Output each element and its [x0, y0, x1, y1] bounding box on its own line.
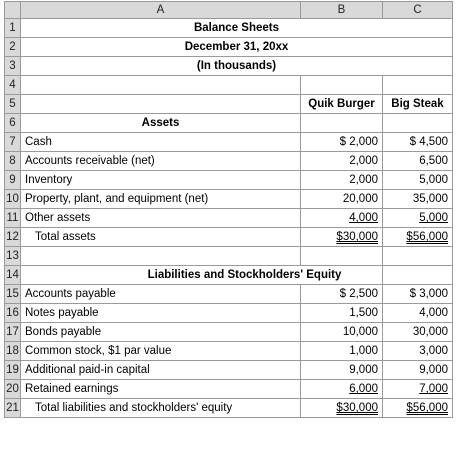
cell[interactable] [21, 76, 301, 95]
big-steak-value[interactable]: 5,000 [383, 171, 453, 190]
quik-burger-value-cell[interactable] [301, 380, 383, 399]
quik-burger-value[interactable]: $ 2,000 [301, 133, 383, 152]
table-row [5, 304, 453, 323]
sheet-row [5, 57, 453, 76]
sheet-row [5, 114, 453, 133]
table-row [5, 380, 453, 399]
row-header[interactable]: 14 [5, 266, 21, 285]
quik-burger-value[interactable]: 1,000 [301, 342, 383, 361]
row-label[interactable]: Additional paid-in capital [21, 361, 301, 380]
big-steak-value: 7,000 [419, 383, 448, 395]
table-row [5, 171, 453, 190]
cell[interactable] [301, 76, 383, 95]
company-header-big-steak[interactable]: Big Steak [383, 95, 453, 114]
cell[interactable] [383, 114, 453, 133]
table-row [5, 152, 453, 171]
liabilities-header[interactable]: Liabilities and Stockholders' Equity [21, 266, 383, 285]
row-header[interactable]: 12 [5, 228, 21, 247]
column-header-c[interactable]: C [383, 2, 453, 19]
sheet-row [5, 38, 453, 57]
quik-burger-total-liabilities: $30,000 [336, 402, 378, 414]
table-row [5, 342, 453, 361]
big-steak-total-liabilities: $56,000 [406, 402, 448, 414]
total-assets-label[interactable]: Total assets [21, 228, 301, 247]
quik-burger-value[interactable]: $ 2,500 [301, 285, 383, 304]
cell[interactable] [383, 247, 453, 266]
company-header-quik-burger[interactable]: Quik Burger [301, 95, 383, 114]
big-steak-value-cell[interactable] [383, 209, 453, 228]
row-label[interactable]: Bonds payable [21, 323, 301, 342]
quik-burger-value: 6,000 [349, 383, 378, 395]
assets-header[interactable]: Assets [21, 114, 301, 133]
row-header[interactable]: 15 [5, 285, 21, 304]
row-header[interactable]: 3 [5, 57, 21, 76]
row-header[interactable]: 4 [5, 76, 21, 95]
column-header-row [5, 2, 453, 19]
sheet-row [5, 19, 453, 38]
row-header[interactable]: 7 [5, 133, 21, 152]
row-header[interactable]: 17 [5, 323, 21, 342]
quik-burger-value[interactable]: 20,000 [301, 190, 383, 209]
row-header[interactable]: 5 [5, 95, 21, 114]
table-row [5, 361, 453, 380]
select-all-corner[interactable] [5, 2, 21, 19]
row-label[interactable]: Cash [21, 133, 301, 152]
column-header-b[interactable]: B [301, 2, 383, 19]
row-header[interactable]: 9 [5, 171, 21, 190]
cell[interactable] [301, 247, 383, 266]
big-steak-total-cell[interactable] [383, 399, 453, 418]
quik-burger-total-assets: $30,000 [336, 231, 378, 243]
quik-burger-value[interactable]: 2,000 [301, 171, 383, 190]
row-label[interactable]: Property, plant, and equipment (net) [21, 190, 301, 209]
column-header-a[interactable]: A [21, 2, 301, 19]
big-steak-total-assets: $56,000 [406, 231, 448, 243]
sheet-units[interactable]: (In thousands) [21, 57, 453, 76]
big-steak-value[interactable]: 9,000 [383, 361, 453, 380]
big-steak-value[interactable]: 35,000 [383, 190, 453, 209]
big-steak-value[interactable]: 6,500 [383, 152, 453, 171]
row-header[interactable]: 2 [5, 38, 21, 57]
cell[interactable] [21, 247, 301, 266]
row-label[interactable]: Retained earnings [21, 380, 301, 399]
row-label[interactable]: Other assets [21, 209, 301, 228]
row-label[interactable]: Common stock, $1 par value [21, 342, 301, 361]
row-label[interactable]: Notes payable [21, 304, 301, 323]
row-label[interactable]: Accounts receivable (net) [21, 152, 301, 171]
sheet-row [5, 247, 453, 266]
sheet-row [5, 266, 453, 285]
quik-burger-total-cell[interactable] [301, 399, 383, 418]
row-header[interactable]: 13 [5, 247, 21, 266]
big-steak-value: 5,000 [419, 212, 448, 224]
quik-burger-value[interactable]: 1,500 [301, 304, 383, 323]
row-header[interactable]: 21 [5, 399, 21, 418]
cell[interactable] [383, 266, 453, 285]
row-header[interactable]: 19 [5, 361, 21, 380]
sheet-row [5, 76, 453, 95]
cell[interactable] [21, 95, 301, 114]
table-row [5, 399, 453, 418]
table-row [5, 209, 453, 228]
big-steak-value[interactable]: $ 3,000 [383, 285, 453, 304]
quik-burger-value[interactable]: 9,000 [301, 361, 383, 380]
row-label[interactable]: Accounts payable [21, 285, 301, 304]
big-steak-value-cell[interactable] [383, 380, 453, 399]
row-header[interactable]: 10 [5, 190, 21, 209]
row-header[interactable]: 8 [5, 152, 21, 171]
total-liabilities-label[interactable]: Total liabilities and stockholders' equity [21, 399, 301, 418]
row-header[interactable]: 11 [5, 209, 21, 228]
table-row [5, 323, 453, 342]
quik-burger-value[interactable]: 10,000 [301, 323, 383, 342]
row-label[interactable]: Inventory [21, 171, 301, 190]
cell[interactable] [301, 114, 383, 133]
sheet-date[interactable]: December 31, 20xx [21, 38, 453, 57]
sheet-title[interactable]: Balance Sheets [21, 19, 453, 38]
quik-burger-value: 4,000 [349, 212, 378, 224]
big-steak-value[interactable]: $ 4,500 [383, 133, 453, 152]
cell[interactable] [383, 76, 453, 95]
big-steak-value[interactable]: 30,000 [383, 323, 453, 342]
big-steak-total-cell[interactable] [383, 228, 453, 247]
sheet-row [5, 95, 453, 114]
quik-burger-total-cell[interactable] [301, 228, 383, 247]
row-header[interactable]: 1 [5, 19, 21, 38]
table-row [5, 285, 453, 304]
spreadsheet-grid [4, 1, 453, 418]
big-steak-value[interactable]: 3,000 [383, 342, 453, 361]
row-header[interactable]: 20 [5, 380, 21, 399]
table-row [5, 228, 453, 247]
quik-burger-value[interactable]: 2,000 [301, 152, 383, 171]
row-header[interactable]: 18 [5, 342, 21, 361]
table-row [5, 133, 453, 152]
row-header[interactable]: 16 [5, 304, 21, 323]
quik-burger-value-cell[interactable] [301, 209, 383, 228]
row-header[interactable]: 6 [5, 114, 21, 133]
table-row [5, 190, 453, 209]
big-steak-value[interactable]: 4,000 [383, 304, 453, 323]
